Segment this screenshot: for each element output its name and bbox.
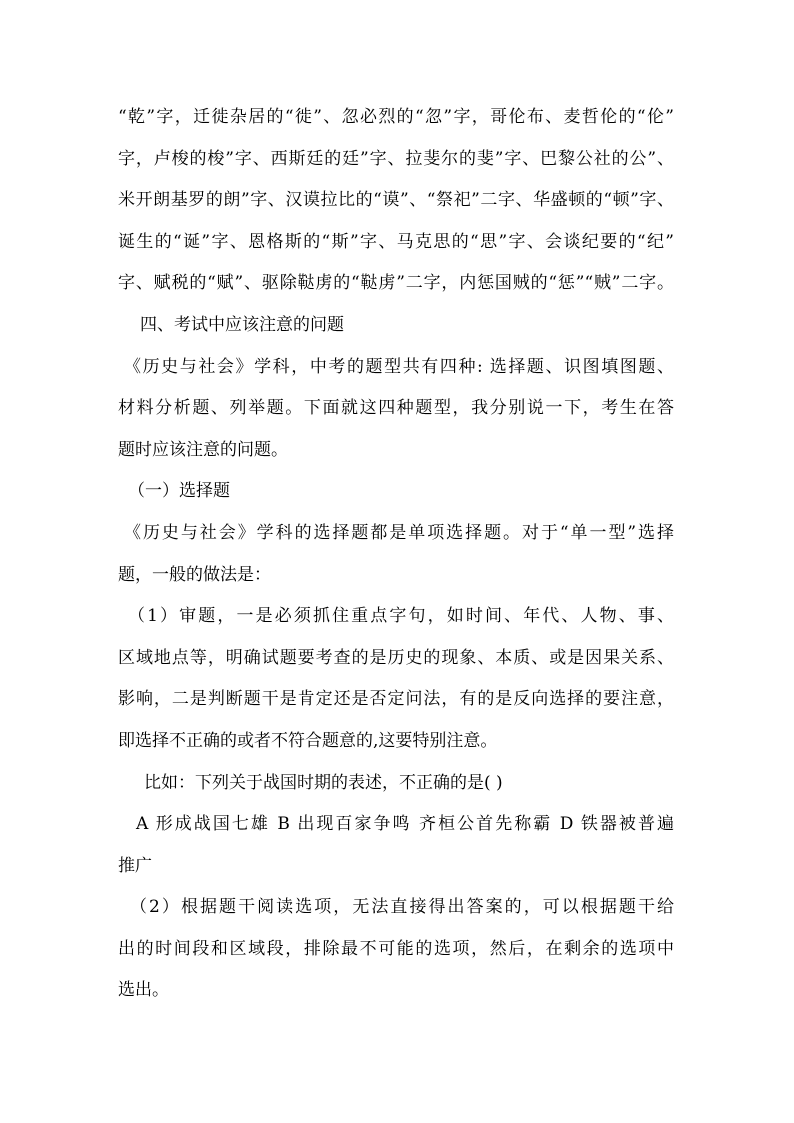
document-body	[118, 97, 674, 1012]
text-line: 影响，二是判断题干是肯定还是否定问法，有的是反向选择的要注意，	[118, 689, 674, 710]
intro-paragraph	[118, 347, 674, 472]
step2-paragraph	[118, 887, 674, 1012]
text-line: 题，一般的做法是：	[118, 564, 271, 585]
text-line: 题时应该注意的问题。	[118, 439, 288, 460]
text-line: 诞生的“诞”字、恩格斯的“斯”字、马克思的“思”字、会谈纪要的“纪”	[118, 231, 674, 252]
text-line: 《历史与社会》学科的选择题都是单项选择题。对于“单一型”选择	[124, 522, 674, 543]
choice-intro-paragraph	[118, 513, 674, 596]
option-line: A 形成战国七雄 B 出现百家争鸣 齐桓公首先称霸 D 铁器被普遍	[136, 814, 674, 835]
text-line: 字、赋税的“赋”、驱除鞑虏的“鞑虏”二字，内惩国贼的“惩”“贼”二字。	[118, 273, 674, 294]
text-line: 字，卢梭的梭”字、西斯廷的廷”字、拉斐尔的斐”字、巴黎公社的公”、	[118, 148, 674, 169]
text-line: 出的时间段和区域段，排除最不可能的选项，然后，在剩余的选项中	[118, 938, 674, 959]
example-options	[118, 804, 674, 887]
text-line: 材料分析题、列举题。下面就这四种题型，我分别说一下，考生在答	[118, 398, 674, 419]
text-line: 《历史与社会》学科，中考的题型共有四种: 选择题、识图填图题、	[124, 356, 674, 377]
text-line: 区域地点等，明确试题要考查的是历史的现象、本质、或是因果关系、	[118, 647, 674, 668]
subsection-heading: （一）选择题	[128, 481, 230, 502]
text-line: 选出。	[118, 980, 169, 1001]
text-line: 米开朗基罗的朗”字、汉谟拉比的“谟”、“祭祀”二字、华盛顿的“顿”字、	[118, 190, 674, 211]
continuation-paragraph	[118, 97, 674, 305]
text-line: （2）根据题干阅读选项，无法直接得出答案的，可以根据题干给	[130, 897, 674, 918]
step1-paragraph	[118, 596, 674, 762]
example-question: 比如：下列关于战国时期的表述，不正确的是( )	[144, 772, 503, 793]
text-line: （1）审题，一是必须抓住重点字句，如时间、年代、人物、事、	[128, 606, 674, 627]
section-heading: 四、考试中应该注意的问题	[140, 314, 344, 335]
text-line: “乾”字，迁徙杂居的“徙”、忽必烈的“忽”字，哥伦布、麦哲伦的“伦”	[118, 107, 674, 127]
text-line: 即选择不正确的或者不符合题意的,这要特别注意。	[118, 730, 498, 751]
option-line: 推广	[118, 855, 152, 876]
